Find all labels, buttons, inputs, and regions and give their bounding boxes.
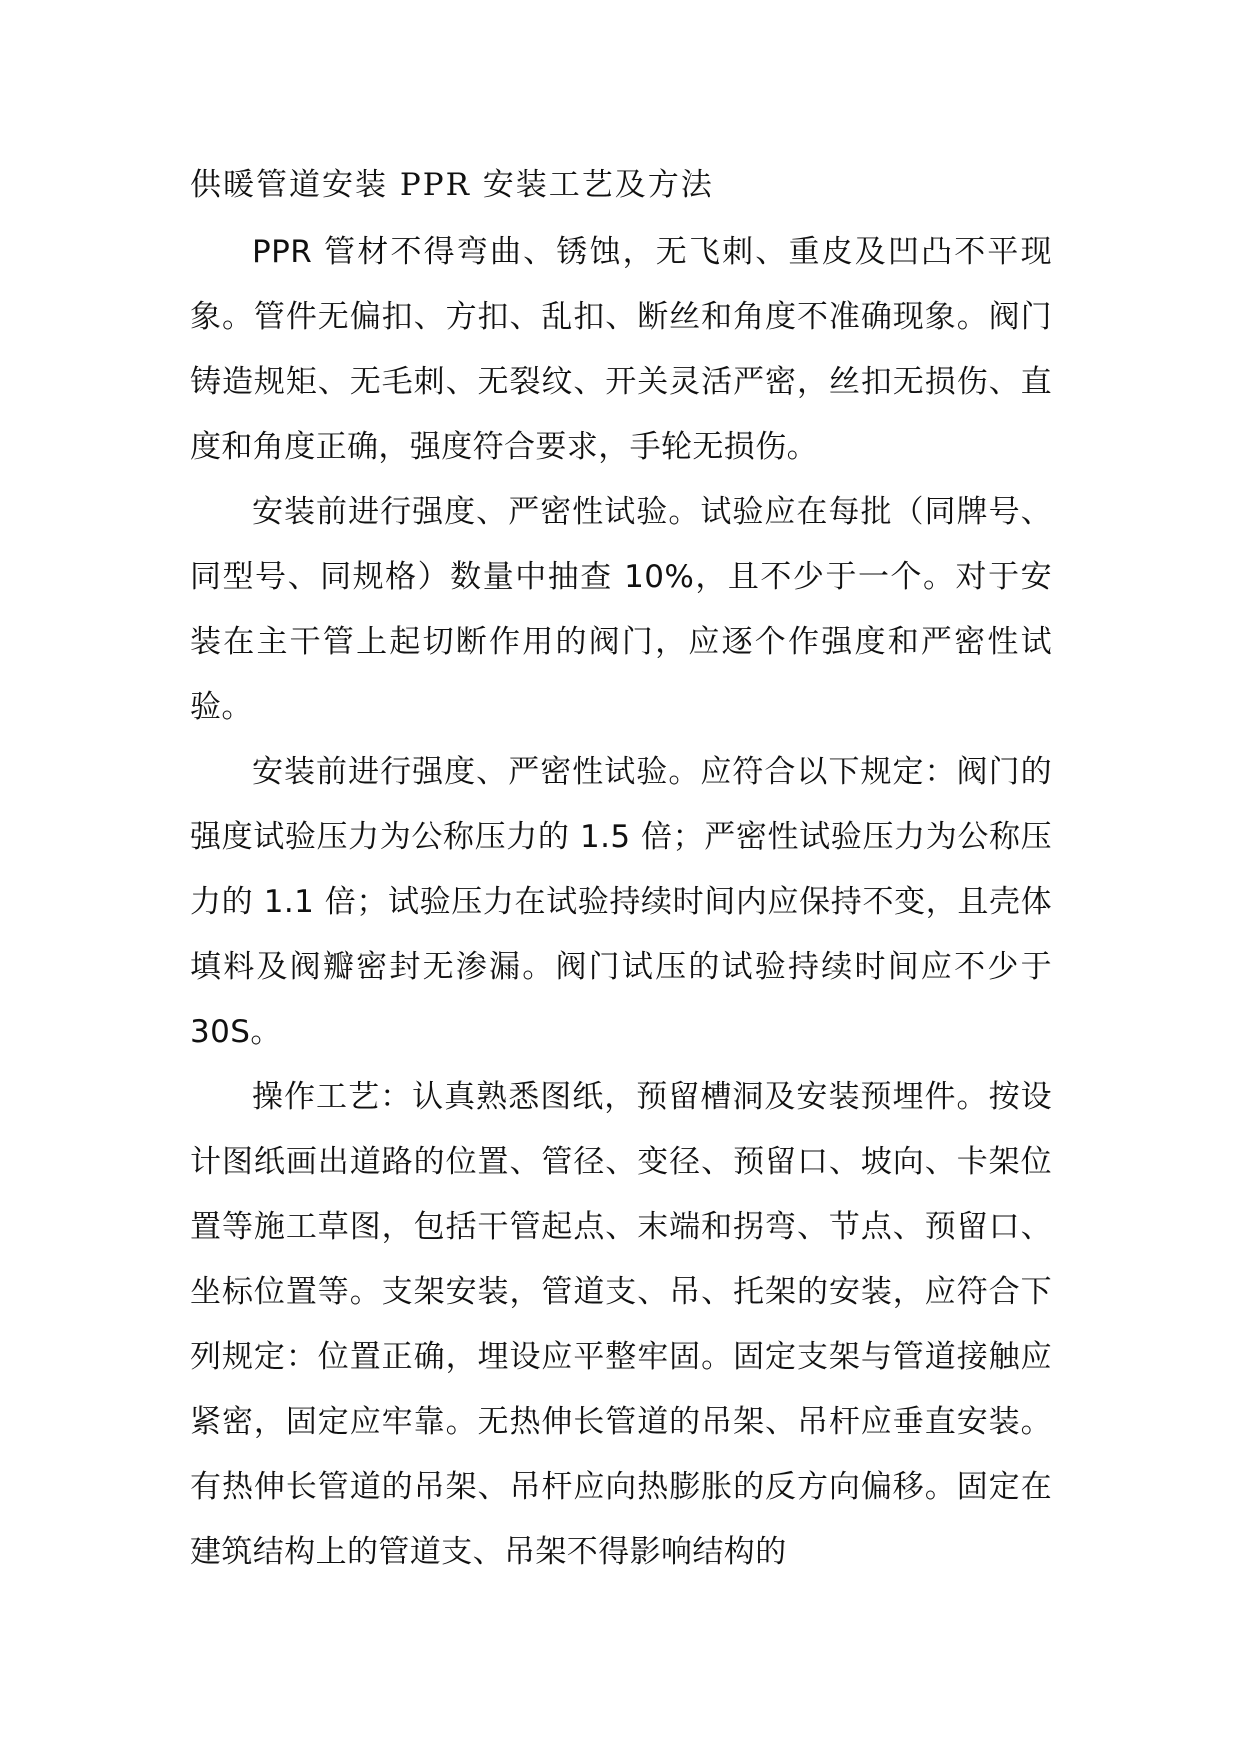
paragraph-pressure-test: 安装前进行强度、严密性试验。应符合以下规定：阀门的强度试验压力为公称压力的 1.5 倍；严密性试验压力为公称压力的 1.1 倍；试验压力在试验持续时间内应保持不变，且壳体填料及阀瓣密封无渗漏。阀门试压的试验持续时间应不少于 30S。 xyxy=(190,754,1052,1050)
paragraph-operation-process: 操作工艺：认真熟悉图纸，预留槽洞及安装预埋件。按设计图纸画出道路的位置、管径、变径、预留口、坡向、卡架位置等施工草图，包括干管起点、末端和拐弯、节点、预留口、坐标位置等。支架安装，管道支、吊、托架的安装，应符合下列规定：位置正确，埋设应平整牢固。固定支架与管道接触应紧密，固定应牢靠。无热伸长管道的吊架、吊杆应垂直安装。有热伸长管道的吊架、吊杆应向热膨胀的反方向偏移。固定在建筑结构上的管道支、吊架不得影响结构的 xyxy=(190,1079,1052,1570)
paragraph-sampling-test: 安装前进行强度、严密性试验。试验应在每批（同牌号、同型号、同规格）数量中抽查 10%，且不少于一个。对于安装在主干管上起切断作用的阀门，应逐个作强度和严密性试验。 xyxy=(190,494,1052,725)
document-body xyxy=(190,160,1052,1585)
document-title: 供暖管道安装 PPR 安装工艺及方法 xyxy=(190,167,714,203)
paragraph-materials: PPR 管材不得弯曲、锈蚀，无飞刺、重皮及凹凸不平现象。管件无偏扣、方扣、乱扣、断丝和角度不准确现象。阀门铸造规矩、无毛刺、无裂纹、开关灵活严密，丝扣无损伤、直度和角度正确，强度符合要求，手轮无损伤。 xyxy=(190,234,1052,465)
